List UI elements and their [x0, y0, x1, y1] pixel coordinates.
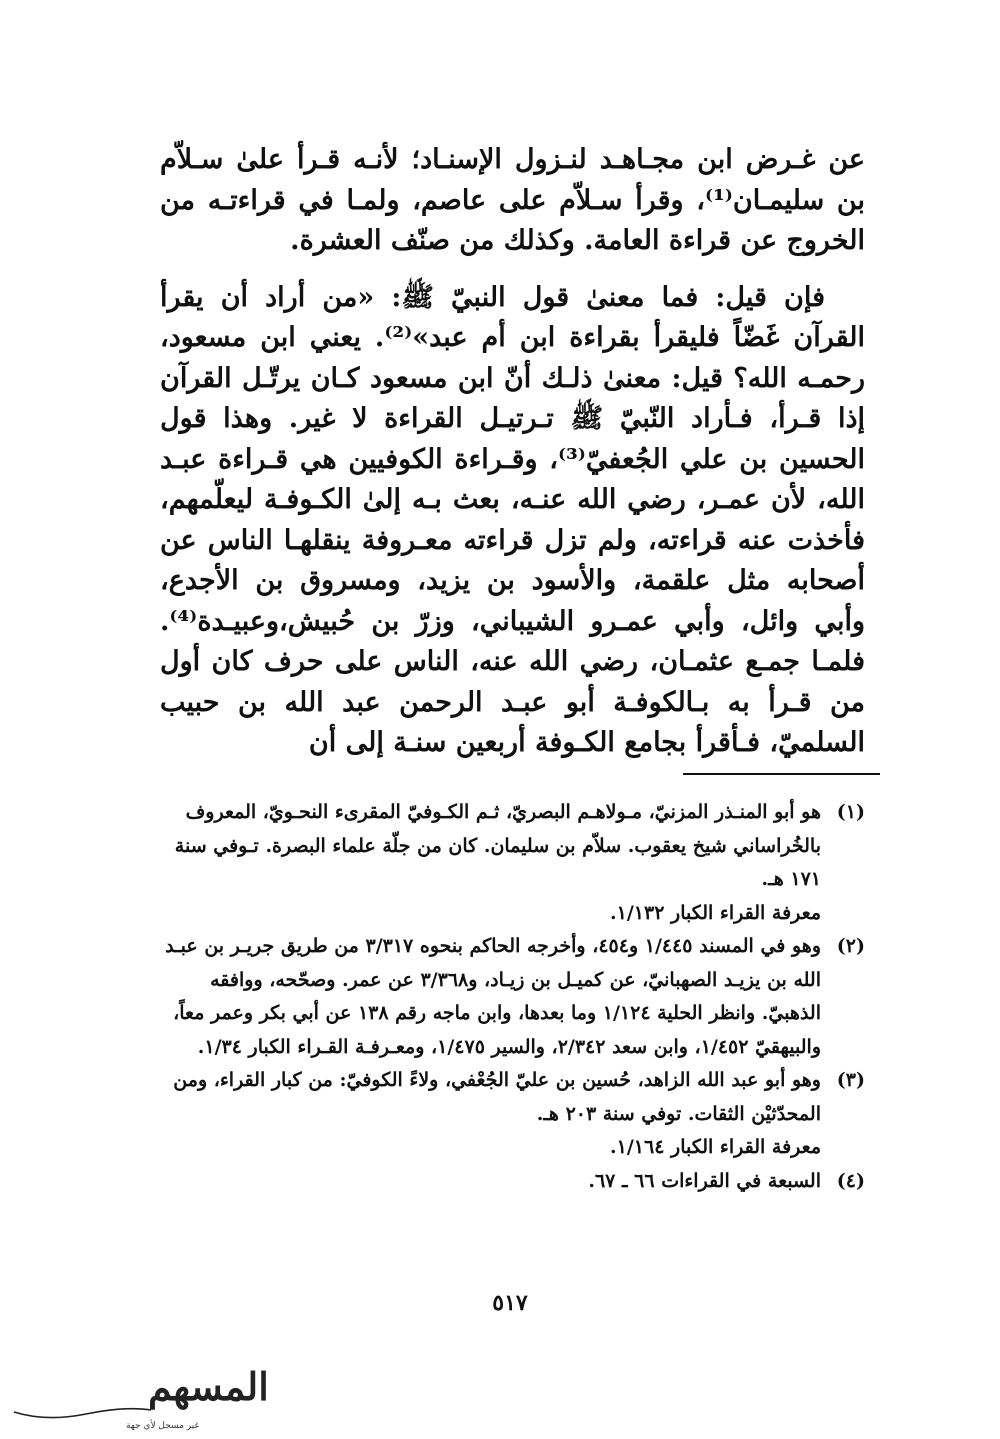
- footnote-separator: [683, 773, 880, 775]
- footnote-2: [160, 930, 865, 1064]
- logo-sub-text: غير مسجل لأي جهة: [126, 1421, 200, 1431]
- footnote-text: وهو أبو عبد الله الزاهد، حُسين بن عليّ الجُعْفي، ولاءً الكوفيّ: من كبار القراء، ومن المحدّثيْن الثقات. توفي سنة ٢٠٣ هـ.: [173, 1069, 821, 1125]
- paragraph-2: فإن قيل: فما معنىٰ قول النبيّ ﷺ: «من أراد أن يقرأ القرآن غَضّاً فليقرأ بقراءة ابن أم عبد»⁽²⁾. يعني ابن مسعود، رحمـه الله؟ قيل: معنىٰ ذلـك أنّ ابن مسعود كـان يرتّـل القرآن إذا قـرأ، فـأراد النّبيّ ﷺ تـرتيـل القراءة لا غير. وهذا قول الحسين بن علي الجُعفيّ⁽³⁾، وقـراءة الكوفيين هي قـراءة عبـد الله، لأن عمـر، رضي الله عنـه، بعث بـه إلىٰ الكـوفـة ليعلّمهم، فأخذت عنه قراءته، ولم تزل قراءته معـروفة ينقلهـا الناس عن أصحابه مثل علقمة، والأسود بن يزيد، ومسروق بن الأجدع، وأبي وائل، وأبي عمـرو الشيباني، وزرّ بن حُبيش،وعبيـدة⁽⁴⁾. فلمـا جمـع عثمـان، رضي الله عنه، الناس على حرف كان أول من قـرأ به بـالكوفـة أبو عبـد الرحمن عبد الله بن حبيب السلميّ، فـأقرأ بجامع الكـوفة أربعين سنـة إلى أن: [160, 281, 865, 758]
- footnote-body: [160, 930, 821, 1064]
- footnote-text: هو أبو المنـذر المزنيّ، مـولاهـم البصريّ، ثـم الكـوفيّ المقرىء النحـويّ، المعروف بالخُراساني شيخ يعقوب. سلاّم بن سليمان. كان من جلّة علماء البصرة. تـوفي سنة ١٧١ هـ.: [174, 801, 821, 890]
- footnote-body: [160, 1064, 821, 1165]
- footnote-body: [160, 1165, 821, 1199]
- page-number: ٥١٧: [492, 1290, 528, 1316]
- footnote-1: [160, 796, 865, 930]
- footnotes: [160, 796, 865, 1198]
- footnote-number: (٣): [836, 1069, 865, 1091]
- watermark-logo: [6, 1352, 269, 1434]
- footnote-reference: معرفة القراء الكبار ١/١٦٤.: [610, 1136, 821, 1158]
- footnote-text: وهو في المسند ١/٤٤٥ و٤٥٤، وأخرجه الحاكم بنحوه ٣/٣١٧ من طريق جريـر بن عبـد الله بن يزيـد الصهبانيّ، عن كميـل بن زيـاد، و٣/٣٦٨ عن عمر. وصحّحه، ووافقه الذهبيّ. وانظر الحلية ١/١٢٤ وما بعدها، وابن ماجه رقم ١٣٨ عن أبي بكر وعمر معاً، والبيهقيّ ١/٤٥٢، وابن سعد ٢/٣٤٢، والسير ١/٤٧٥، ومعـرفـة القـراء الكبار ١/٣٤.: [165, 935, 821, 1058]
- logo-flourish: [14, 1409, 151, 1418]
- main-text: [160, 140, 865, 764]
- footnote-number: (٤): [836, 1169, 865, 1192]
- footnote-3: [160, 1064, 865, 1165]
- logo-main-text: المسهم: [148, 1364, 269, 1409]
- footnote-text: السبعة في القراءات ٦٦ ـ ٦٧.: [588, 1169, 821, 1192]
- footnote-number: (٢): [836, 935, 865, 957]
- paragraph-1: عن غـرض ابن مجـاهـد لنـزول الإسنـاد؛ لأنـه قـرأ علىٰ سـلاّم بن سليمـان⁽¹⁾، وقرأ سـلاّم على عاصم، ولمـا في قراءتـه من الخروج عن قراءة العامة. وكذلك من صنّف العشرة.: [160, 144, 866, 256]
- footnote-reference: معرفة القراء الكبار ١/١٣٢.: [610, 901, 821, 924]
- footnote-body: [160, 796, 821, 930]
- footnote-4: [160, 1165, 865, 1199]
- footnote-number: (١): [836, 801, 865, 823]
